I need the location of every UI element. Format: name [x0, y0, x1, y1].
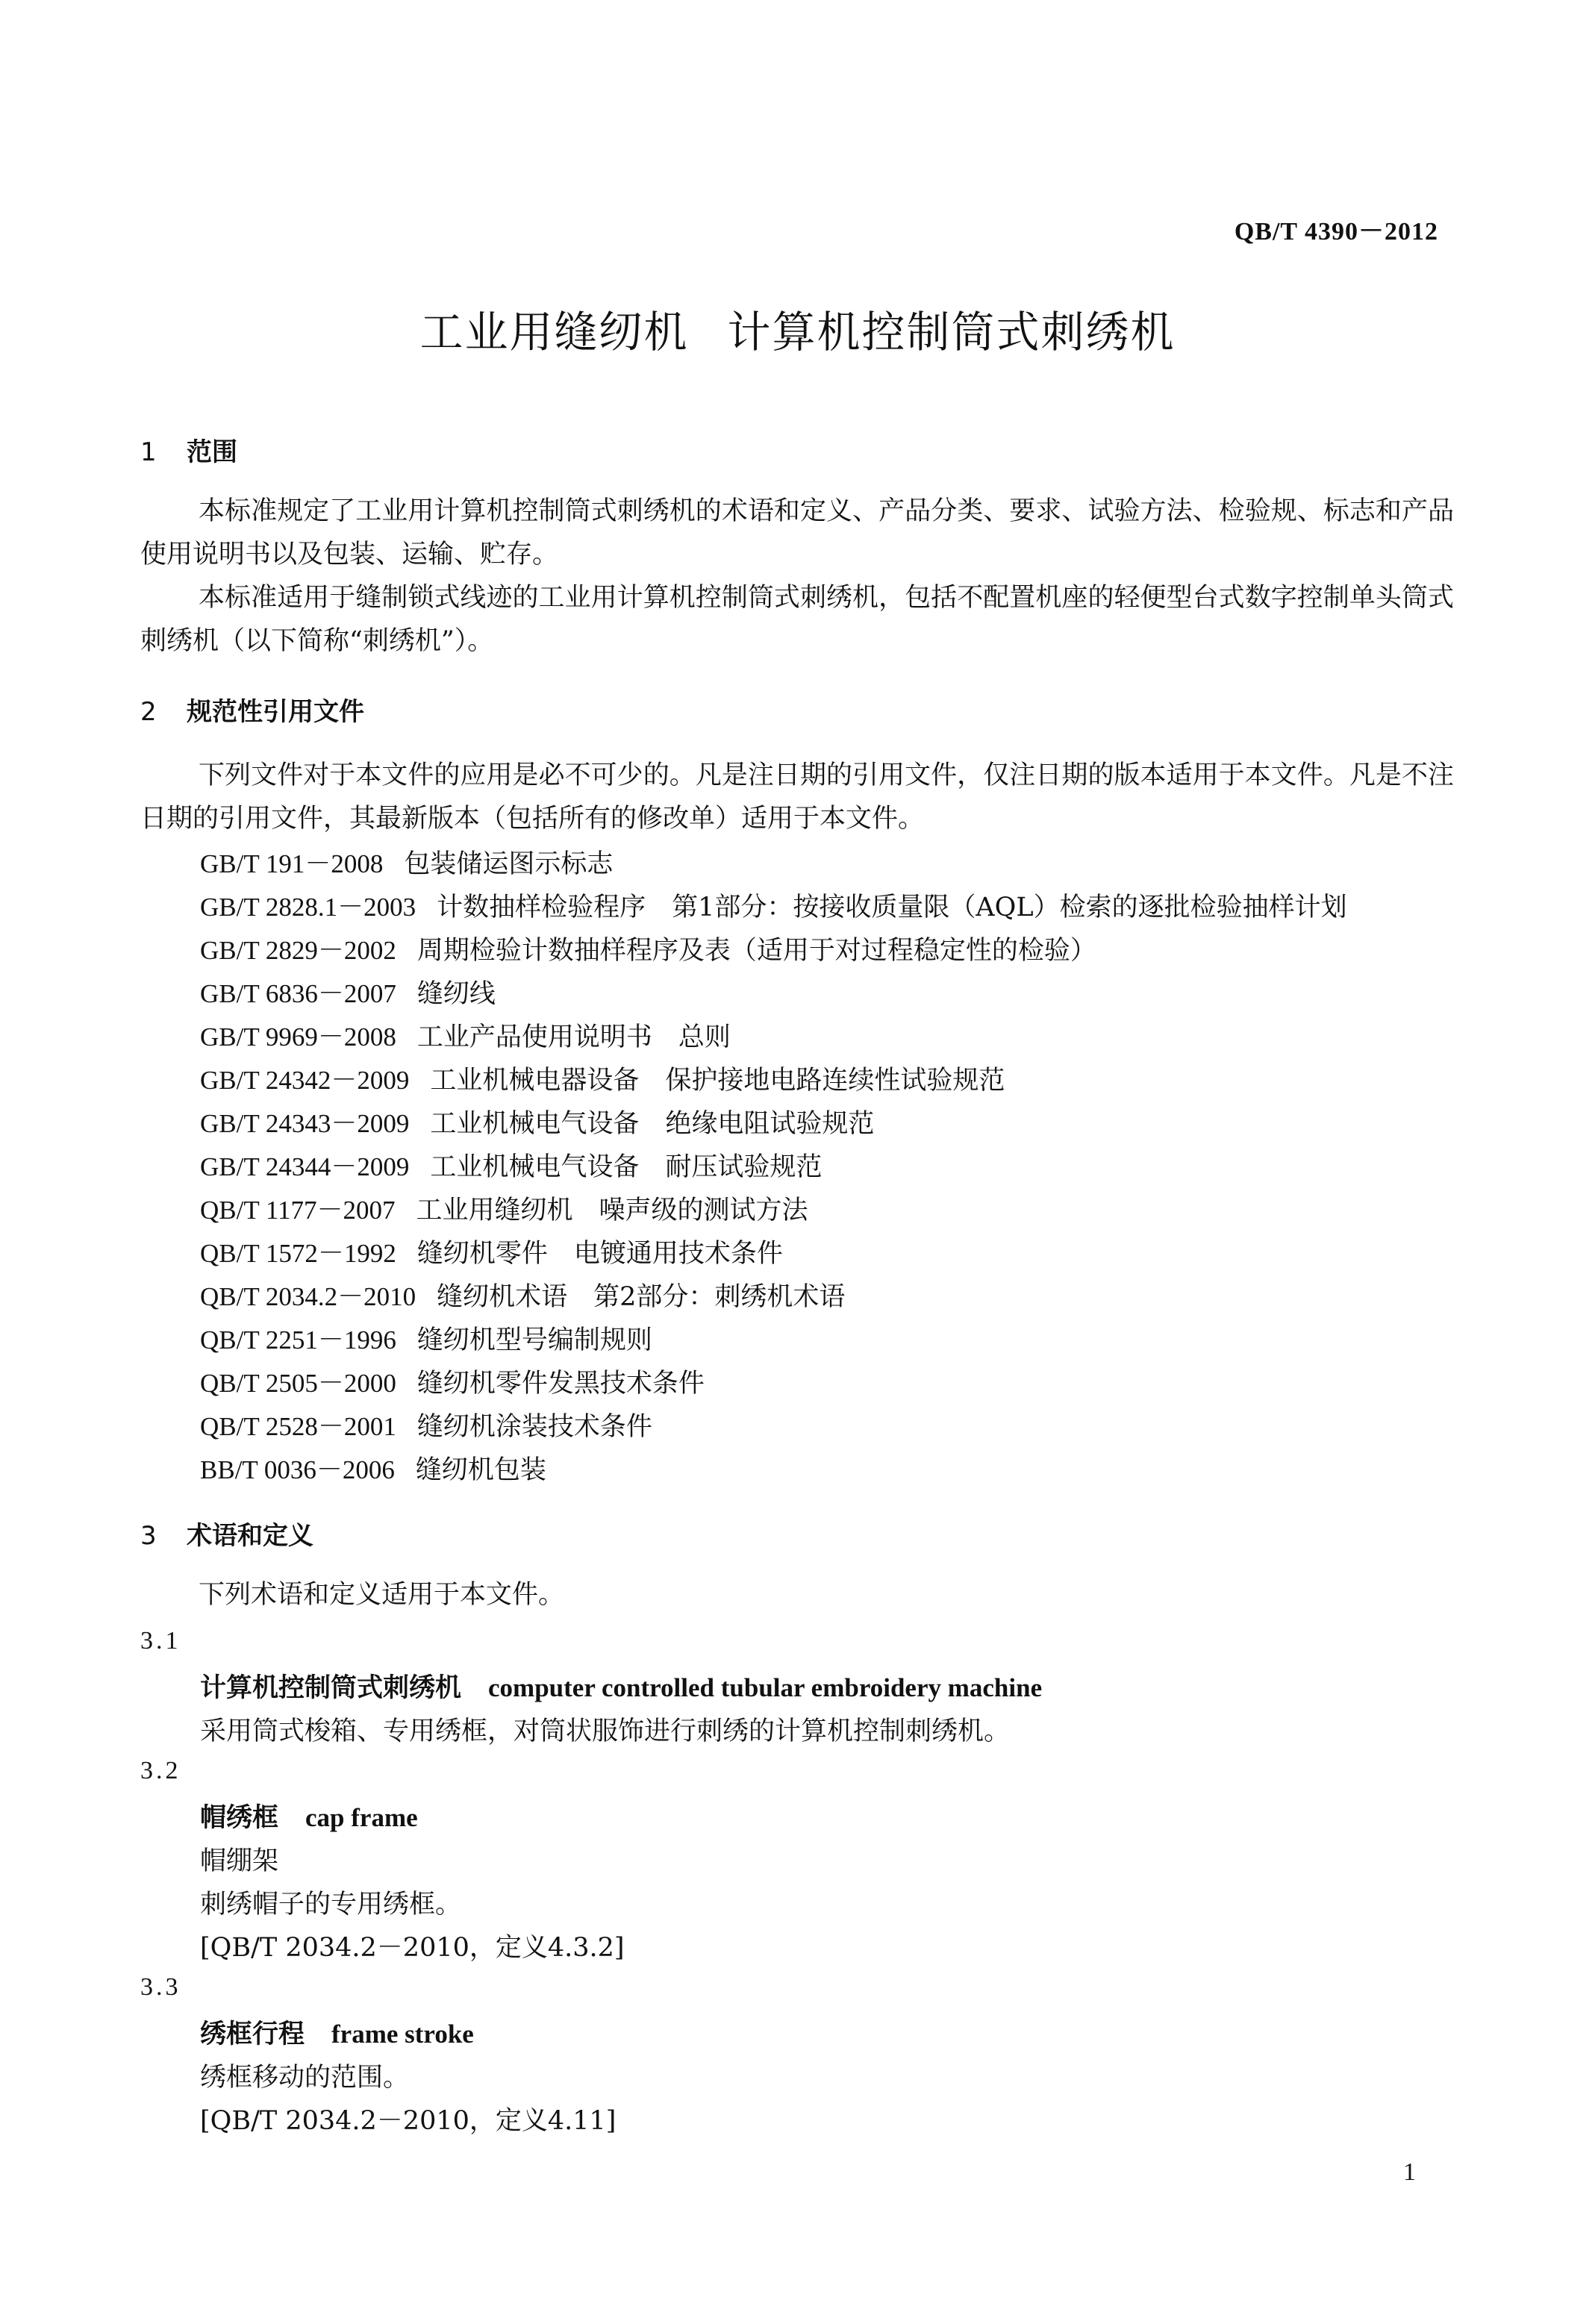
reference-title: 包装储运图示标志	[404, 849, 614, 879]
term-en: computer controlled tubular embroidery machine	[488, 1673, 1043, 1702]
reference-title: 缝纫线	[416, 979, 496, 1009]
section-title: 范围	[187, 437, 237, 467]
reference-title: 缝纫机术语 第2部分：刺绣机术语	[437, 1282, 846, 1312]
term-en: frame stroke	[331, 2020, 474, 2049]
reference-item	[200, 1406, 652, 1443]
term-number: 3.3	[140, 1973, 181, 2001]
reference-title: 工业产品使用说明书 总则	[416, 1022, 731, 1052]
reference-code: QB/T 2505－2000	[200, 1369, 396, 1398]
section-title: 术语和定义	[187, 1521, 313, 1551]
reference-code: GB/T 24342－2009	[200, 1066, 410, 1095]
term-definition: 绣框移动的范围。	[200, 2063, 410, 2093]
scope-paragraph-2: 本标准适用于缝制锁式线迹的工业用计算机控制筒式刺绣机，包括不配置机座的轻便型台式数字控制单头筒式刺绣机（以下简称“刺绣机”）。	[140, 583, 1454, 656]
reference-code: QB/T 2034.2－2010	[200, 1282, 416, 1311]
section-heading-3	[140, 1515, 313, 1552]
reference-title: 工业用缝纫机 噪声级的测试方法	[416, 1196, 808, 1225]
references-paragraph: 下列文件对于本文件的应用是必不可少的。凡是注日期的引用文件，仅注日期的版本适用于本文件。凡是不注日期的引用文件，其最新版本（包括所有的修改单）适用于本文件。	[140, 760, 1454, 834]
term-definition: 采用筒式梭箱、专用绣框，对筒状服饰进行刺绣的计算机控制刺绣机。	[200, 1717, 1011, 1746]
reference-title: 缝纫机包装	[415, 1455, 546, 1485]
reference-title: 缝纫机型号编制规则	[416, 1325, 652, 1355]
reference-item	[200, 1363, 705, 1400]
reference-title: 工业机械电气设备 绝缘电阻试验规范	[430, 1109, 875, 1139]
reference-code: GB/T 191－2008	[200, 849, 384, 878]
term-heading	[200, 1797, 418, 1834]
section-number: 2	[140, 697, 157, 727]
reference-item	[200, 1319, 652, 1357]
section-heading-1	[140, 431, 237, 468]
reference-title: 工业机械电气设备 耐压试验规范	[430, 1152, 823, 1182]
reference-code: BB/T 0036－2006	[200, 1455, 395, 1484]
reference-item	[200, 843, 613, 881]
reference-title: 计数抽样检验程序 第1部分：按接收质量限（AQL）检索的逐批检验抽样计划	[437, 893, 1347, 922]
term-definition: 刺绣帽子的专用绣框。	[200, 1890, 462, 1920]
reference-item	[200, 1146, 822, 1184]
section-number: 3	[140, 1521, 157, 1551]
section-title: 规范性引用文件	[187, 697, 364, 727]
term-zh: 计算机控制筒式刺绣机	[200, 1672, 462, 1703]
section-heading-2	[140, 691, 364, 728]
term-alternate: 帽绷架	[200, 1846, 279, 1876]
reference-title: 缝纫机零件发黑技术条件	[416, 1369, 705, 1399]
reference-item	[200, 1016, 731, 1054]
term-en: cap frame	[305, 1803, 418, 1832]
term-number: 3.1	[140, 1627, 181, 1655]
reference-item	[200, 1449, 546, 1487]
reference-title: 工业机械电器设备 保护接地电路连续性试验规范	[430, 1066, 1005, 1096]
term-source: [QB/T 2034.2－2010，定义4.11]	[200, 2106, 617, 2136]
reference-item	[200, 1103, 874, 1140]
reference-code: GB/T 24343－2009	[200, 1109, 410, 1138]
page-number: 1	[1403, 2158, 1416, 2186]
reference-code: GB/T 24344－2009	[200, 1152, 410, 1181]
reference-code: QB/T 1177－2007	[200, 1196, 396, 1225]
scope-paragraph-1: 本标准规定了工业用计算机控制筒式刺绣机的术语和定义、产品分类、要求、试验方法、检验规、标志和产品使用说明书以及包装、运输、贮存。	[140, 496, 1454, 569]
standard-code: QB/T 4390－2012	[1234, 218, 1438, 246]
term-number: 3.2	[140, 1757, 181, 1784]
reference-code: QB/T 2528－2001	[200, 1412, 396, 1441]
reference-code: GB/T 9969－2008	[200, 1022, 396, 1052]
reference-code: GB/T 2828.1－2003	[200, 893, 416, 922]
reference-item	[200, 930, 1096, 967]
reference-item	[200, 1233, 783, 1270]
reference-item	[200, 1190, 808, 1227]
term-zh: 帽绣框	[200, 1802, 279, 1833]
reference-item	[200, 1276, 845, 1314]
title-part-2: 计算机控制筒式刺绣机	[727, 307, 1176, 357]
reference-title: 周期检验计数抽样程序及表（适用于对过程稳定性的检验）	[416, 936, 1096, 966]
term-heading	[200, 1667, 1042, 1705]
section-number: 1	[140, 437, 157, 467]
reference-title: 缝纫机涂装技术条件	[416, 1412, 652, 1442]
reference-item	[200, 1060, 1005, 1097]
term-zh: 绣框行程	[200, 2019, 305, 2049]
reference-title: 缝纫机零件 电镀通用技术条件	[416, 1239, 783, 1269]
terms-intro-paragraph: 下列术语和定义适用于本文件。	[199, 1580, 565, 1610]
reference-code: GB/T 2829－2002	[200, 936, 396, 965]
reference-item	[200, 887, 1347, 924]
document-title	[0, 297, 1595, 360]
title-part-1: 工业用缝纫机	[419, 307, 689, 357]
term-source: [QB/T 2034.2－2010，定义4.3.2]	[200, 1933, 625, 1963]
reference-item	[200, 973, 496, 1010]
reference-code: QB/T 2251－1996	[200, 1325, 396, 1355]
reference-code: QB/T 1572－1992	[200, 1239, 396, 1268]
reference-code: GB/T 6836－2007	[200, 979, 396, 1008]
term-heading	[200, 2014, 474, 2051]
